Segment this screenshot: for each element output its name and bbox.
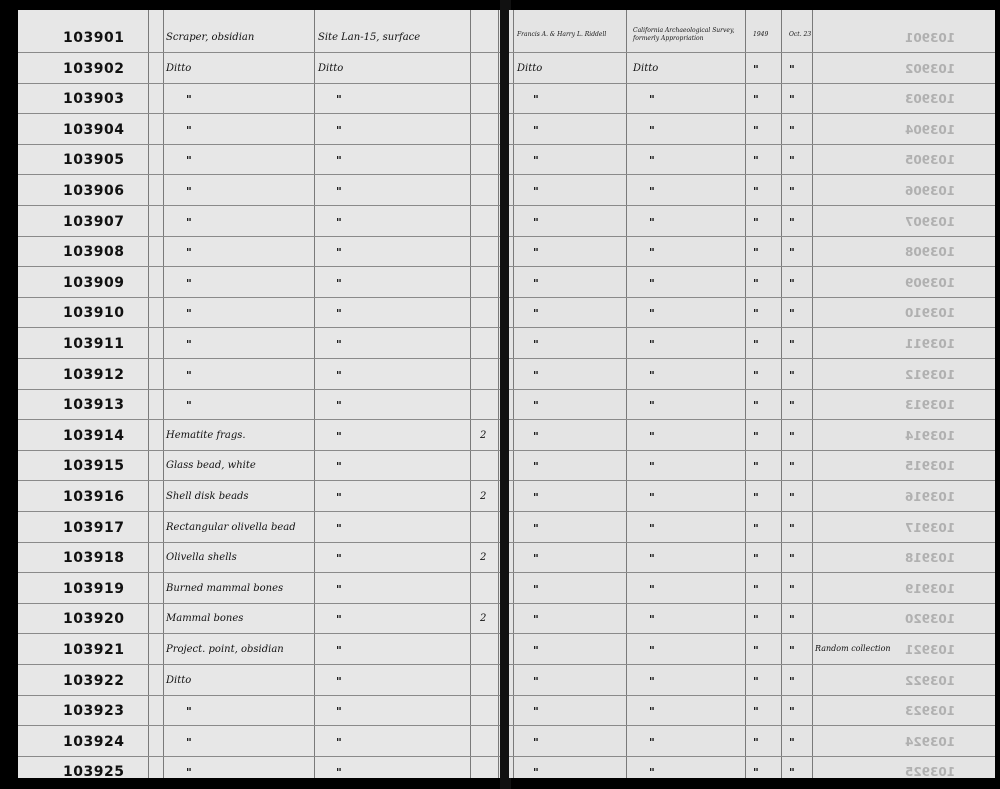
item-description: Glass bead, white (166, 460, 256, 472)
ledger-row (18, 23, 502, 53)
accession-source: " (649, 644, 655, 657)
ledger-row (509, 666, 995, 696)
item-description: Ditto (166, 62, 192, 74)
show-through-number: 103902 (904, 61, 955, 76)
catalog-number: 103916 (63, 489, 125, 505)
date: " (789, 460, 795, 474)
item-description: " (186, 185, 192, 198)
ledger-row (509, 176, 995, 206)
accession-source: " (649, 705, 655, 719)
accession-source: " (649, 368, 655, 382)
year: " (753, 521, 759, 535)
ledger-row (509, 574, 995, 604)
date: " (789, 93, 795, 107)
site-locality: " (336, 644, 342, 657)
show-through-number: 103908 (904, 245, 955, 260)
date: " (789, 674, 795, 688)
catalog-number: 103903 (63, 91, 125, 108)
accession-source: California Archaeological Survey, formerly Appropriation (633, 27, 735, 42)
item-description: " (186, 215, 192, 229)
item-quantity: 2 (480, 429, 487, 441)
date: " (789, 644, 795, 657)
accession-source: " (649, 215, 655, 229)
accession-source: " (649, 674, 655, 688)
show-through-number: 103919 (904, 581, 955, 596)
item-description: " (186, 368, 192, 382)
ledger-row (509, 513, 995, 543)
accession-source: " (649, 521, 655, 535)
item-description: Shell disk beads (166, 491, 249, 502)
item-description: " (186, 705, 192, 719)
year: " (753, 491, 759, 504)
collector: " (533, 552, 539, 566)
show-through-number: 103920 (904, 612, 955, 627)
ledger-row (18, 268, 502, 298)
ledger-row (18, 145, 502, 175)
year: " (753, 246, 759, 260)
ledger-row (18, 298, 502, 328)
ledger-row (18, 329, 502, 359)
ledger-row (509, 390, 995, 420)
catalog-number: 103925 (63, 764, 125, 778)
collector: " (533, 705, 539, 719)
catalog-number: 103924 (63, 733, 125, 750)
catalog-number: 103907 (63, 213, 125, 230)
site-locality: " (336, 674, 342, 688)
collector: Ditto (517, 62, 543, 74)
site-locality: Ditto (318, 62, 344, 74)
collector: " (533, 644, 539, 657)
catalog-number: 103915 (63, 458, 125, 475)
ledger-row (18, 666, 502, 696)
collector: " (533, 276, 539, 290)
date: " (789, 429, 795, 443)
date: " (789, 62, 795, 76)
item-description: Project. point, obsidian (166, 644, 284, 655)
collector: " (533, 307, 539, 321)
accession-source: " (649, 123, 655, 137)
accession-source: " (649, 460, 655, 474)
ledger-row (18, 696, 502, 726)
date: " (789, 613, 795, 627)
site-locality: " (336, 123, 342, 137)
catalog-number: 103918 (63, 550, 125, 567)
collector: Francis A. & Harry L. Riddell (517, 31, 607, 38)
show-through-number: 103914 (904, 428, 955, 443)
date: " (789, 276, 795, 290)
date: " (789, 735, 795, 749)
show-through-number: 103921 (904, 643, 955, 657)
collector: " (533, 766, 539, 778)
year: " (753, 674, 759, 688)
item-description: " (186, 246, 192, 260)
show-through-number: 103905 (904, 153, 955, 168)
date: " (789, 215, 795, 229)
accession-source: Ditto (633, 62, 659, 74)
year: " (753, 123, 759, 137)
ledger-row (18, 451, 502, 481)
ledger-row (18, 84, 502, 114)
accession-source: " (649, 307, 655, 321)
ledger-left-page (18, 10, 502, 778)
catalog-number: 103904 (63, 121, 125, 138)
item-quantity: 2 (480, 491, 487, 502)
item-description: Scraper, obsidian (166, 32, 255, 43)
show-through-number: 103909 (904, 275, 955, 290)
catalog-number: 103911 (63, 336, 125, 352)
catalog-number: 103912 (63, 366, 125, 383)
collector: " (533, 399, 539, 413)
date: " (789, 521, 795, 535)
date: " (789, 154, 795, 168)
site-locality: " (336, 399, 342, 413)
site-locality: " (336, 582, 342, 596)
accession-source: " (649, 613, 655, 627)
year: " (753, 185, 759, 198)
ledger-row (509, 543, 995, 573)
accession-source: " (649, 276, 655, 290)
item-description: Hematite frags. (166, 429, 246, 441)
collector: " (533, 185, 539, 198)
item-description: " (186, 766, 192, 778)
collector: " (533, 613, 539, 627)
remarks: Random collection (815, 644, 891, 653)
ledger-row (509, 115, 995, 145)
collector: " (533, 154, 539, 168)
date: " (789, 307, 795, 321)
catalog-number: 103920 (63, 611, 125, 628)
site-locality: " (336, 276, 342, 290)
ledger-row (509, 207, 995, 237)
site-locality: " (336, 552, 342, 566)
ledger-row (18, 543, 502, 573)
year: " (753, 62, 759, 76)
show-through-number: 103918 (904, 551, 955, 566)
ledger-row (18, 390, 502, 420)
date: Oct. 23 (789, 31, 812, 38)
year: " (753, 705, 759, 719)
ledger-row (509, 635, 995, 665)
date: " (789, 123, 795, 137)
show-through-number: 103922 (904, 673, 955, 688)
site-locality: " (336, 735, 342, 749)
year: 1949 (753, 31, 769, 38)
ledger-row (509, 360, 995, 390)
ledger-row (18, 635, 502, 665)
collector: " (533, 460, 539, 474)
collector: " (533, 123, 539, 137)
accession-source: " (649, 491, 655, 504)
collector: " (533, 338, 539, 351)
ledger-row (509, 329, 995, 359)
ledger-row (18, 604, 502, 634)
accession-source: " (649, 735, 655, 749)
ledger-row (509, 237, 995, 267)
show-through-number: 103912 (904, 367, 955, 382)
accession-source: " (649, 338, 655, 351)
item-quantity: 2 (480, 552, 487, 564)
show-through-number: 103916 (904, 490, 955, 504)
ledger-row (509, 145, 995, 175)
show-through-number: 103913 (904, 398, 955, 413)
ledger-row (18, 360, 502, 390)
site-locality: " (336, 154, 342, 168)
collector: " (533, 368, 539, 382)
show-through-number: 103911 (904, 337, 955, 351)
collector: " (533, 735, 539, 749)
accession-source: " (649, 246, 655, 260)
date: " (789, 368, 795, 382)
ledger-row (509, 84, 995, 114)
date: " (789, 705, 795, 719)
show-through-number: 103904 (904, 122, 955, 137)
collector: " (533, 521, 539, 535)
collector: " (533, 215, 539, 229)
collector: " (533, 674, 539, 688)
ledger-row (509, 451, 995, 481)
catalog-number: 103909 (63, 274, 125, 291)
item-description: " (186, 399, 192, 413)
site-locality: " (336, 93, 342, 107)
catalog-number: 103919 (63, 580, 125, 597)
year: " (753, 368, 759, 382)
site-locality: " (336, 185, 342, 198)
ledger-row (509, 268, 995, 298)
item-description: " (186, 338, 192, 351)
ledger-row (509, 757, 995, 778)
show-through-number: 103923 (904, 704, 955, 719)
catalog-number: 103921 (63, 642, 125, 658)
ledger-row (18, 757, 502, 778)
catalog-number: 103905 (63, 152, 125, 169)
catalog-number: 103922 (63, 672, 125, 689)
year: " (753, 766, 759, 778)
collector: " (533, 246, 539, 260)
accession-source: " (649, 399, 655, 413)
catalog-number: 103908 (63, 244, 125, 261)
date: " (789, 491, 795, 504)
item-description: " (186, 154, 192, 168)
ledger-row (18, 237, 502, 267)
catalog-number: 103917 (63, 519, 125, 536)
item-description: " (186, 735, 192, 749)
year: " (753, 582, 759, 596)
ledger-row (18, 207, 502, 237)
site-locality: " (336, 429, 342, 443)
date: " (789, 582, 795, 596)
site-locality: " (336, 246, 342, 260)
accession-source: " (649, 766, 655, 778)
date: " (789, 246, 795, 260)
catalog-number: 103914 (63, 427, 125, 444)
year: " (753, 338, 759, 351)
ledger-row (18, 115, 502, 145)
year: " (753, 460, 759, 474)
date: " (789, 552, 795, 566)
ledger-right-page (509, 10, 995, 778)
accession-source: " (649, 185, 655, 198)
site-locality: " (336, 307, 342, 321)
show-through-number: 103924 (904, 734, 955, 749)
collector: " (533, 491, 539, 504)
site-locality: " (336, 613, 342, 627)
ledger-row (18, 513, 502, 543)
show-through-number: 103901 (904, 31, 955, 45)
collector: " (533, 429, 539, 443)
item-description: " (186, 276, 192, 290)
ledger-row (509, 604, 995, 634)
accession-source: " (649, 429, 655, 443)
ledger-row (18, 176, 502, 206)
item-quantity: 2 (480, 613, 487, 625)
year: " (753, 429, 759, 443)
item-description: Burned mammal bones (166, 582, 284, 594)
site-locality: " (336, 491, 342, 504)
year: " (753, 93, 759, 107)
year: " (753, 154, 759, 168)
ledger-row (18, 54, 502, 84)
year: " (753, 613, 759, 627)
show-through-number: 103915 (904, 459, 955, 474)
year: " (753, 276, 759, 290)
year: " (753, 215, 759, 229)
item-description: " (186, 123, 192, 137)
ledger-row (509, 421, 995, 451)
site-locality: " (336, 368, 342, 382)
catalog-number: 103923 (63, 703, 125, 720)
show-through-number: 103906 (904, 184, 955, 198)
item-description: Olivella shells (166, 552, 237, 564)
collector: " (533, 93, 539, 107)
show-through-number: 103910 (904, 306, 955, 321)
show-through-number: 103925 (904, 765, 955, 778)
ledger-row (18, 482, 502, 512)
year: " (753, 307, 759, 321)
date: " (789, 399, 795, 413)
catalog-number: 103902 (63, 60, 125, 77)
catalog-number: 103906 (63, 183, 125, 199)
ledger-row (18, 421, 502, 451)
show-through-number: 103903 (904, 92, 955, 107)
ledger-row (509, 54, 995, 84)
year: " (753, 644, 759, 657)
collector: " (533, 582, 539, 596)
accession-source: " (649, 582, 655, 596)
ledger-row (509, 727, 995, 757)
item-description: " (186, 93, 192, 107)
year: " (753, 552, 759, 566)
year: " (753, 399, 759, 413)
accession-source: " (649, 154, 655, 168)
item-description: " (186, 307, 192, 321)
accession-source: " (649, 552, 655, 566)
site-locality: " (336, 460, 342, 474)
site-locality: " (336, 338, 342, 351)
item-description: Mammal bones (166, 613, 244, 625)
site-locality: " (336, 521, 342, 535)
item-description: Rectangular olivella bead (166, 521, 296, 533)
ledger-row (509, 696, 995, 726)
catalog-number: 103901 (63, 30, 125, 46)
show-through-number: 103917 (904, 520, 955, 535)
site-locality: " (336, 705, 342, 719)
ledger-row (18, 727, 502, 757)
date: " (789, 766, 795, 778)
site-locality: " (336, 766, 342, 778)
catalog-number: 103910 (63, 305, 125, 322)
ledger-row (18, 574, 502, 604)
show-through-number: 103907 (904, 214, 955, 229)
ledger-row (509, 23, 995, 53)
year: " (753, 735, 759, 749)
site-locality: " (336, 215, 342, 229)
ledger-row (509, 482, 995, 512)
date: " (789, 338, 795, 351)
date: " (789, 185, 795, 198)
ledger-row (509, 298, 995, 328)
accession-source: " (649, 93, 655, 107)
catalog-number: 103913 (63, 397, 125, 414)
item-description: Ditto (166, 674, 192, 686)
site-locality: Site Lan-15, surface (318, 32, 421, 43)
